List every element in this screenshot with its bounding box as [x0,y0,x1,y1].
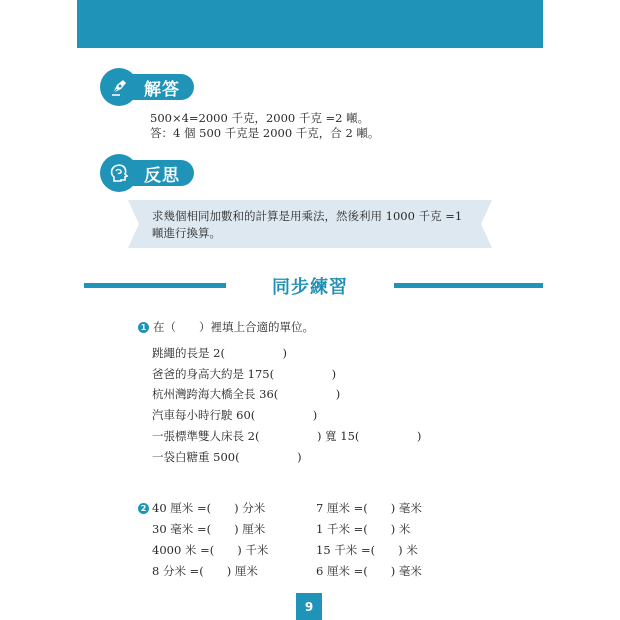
section-divider-left [84,283,226,288]
reflection-heading [100,158,194,188]
q1-item-4: 汽車每小時行駛 60( ) [152,408,318,422]
question-1-prompt: 在（ ）裡填上合適的單位。 [153,320,314,334]
reflection-heading-label: 反思 [124,160,194,186]
q2-row-4-left: 8 分米 =( ) 厘米 [152,564,258,578]
reflection-line-1: 求幾個相同加數和的計算是用乘法，然後利用 1000 千克 =1 [152,209,463,223]
pen-nib-icon [100,68,138,106]
q1-item-5: 一張標準雙人床長 2( ) 寬 15( ) [152,429,422,443]
answer-heading [100,72,194,102]
answer-line-2: 答：4 個 500 千克是 2000 千克，合 2 噸。 [150,126,380,140]
q2-row-1-left: 40 厘米 =( ) 分米 [152,501,266,515]
section-divider-right [394,283,543,288]
page-number: 9 [296,593,322,620]
question-2-number: 2 [138,503,149,514]
practice-title: 同步練習 [272,277,348,298]
q2-row-3-right: 15 千米 =( ) 米 [316,543,418,557]
reflection-text [152,208,482,242]
answer-heading-label: 解答 [124,74,194,100]
head-brain-icon [100,154,138,192]
answer-text [150,111,379,141]
q2-row-2-left: 30 毫米 =( ) 厘米 [152,522,266,536]
top-color-band [77,0,543,48]
answer-line-1: 500×4=2000 千克，2000 千克 =2 噸。 [150,111,370,125]
q1-item-2: 爸爸的身高大約是 175( ) [152,367,337,381]
reflection-line-2: 噸進行換算。 [152,226,221,240]
q2-row-1-right: 7 厘米 =( ) 毫米 [316,501,422,515]
q2-row-3-left: 4000 米 =( ) 千米 [152,543,269,557]
q1-item-1: 跳繩的長是 2( ) [152,346,287,360]
q1-item-6: 一袋白糖重 500( ) [152,450,302,464]
question-1-number: 1 [138,322,149,333]
q1-item-3: 杭州灣跨海大橋全長 36( ) [152,387,341,401]
q2-row-4-right: 6 厘米 =( ) 毫米 [316,564,422,578]
q2-row-2-right: 1 千米 =( ) 米 [316,522,411,536]
